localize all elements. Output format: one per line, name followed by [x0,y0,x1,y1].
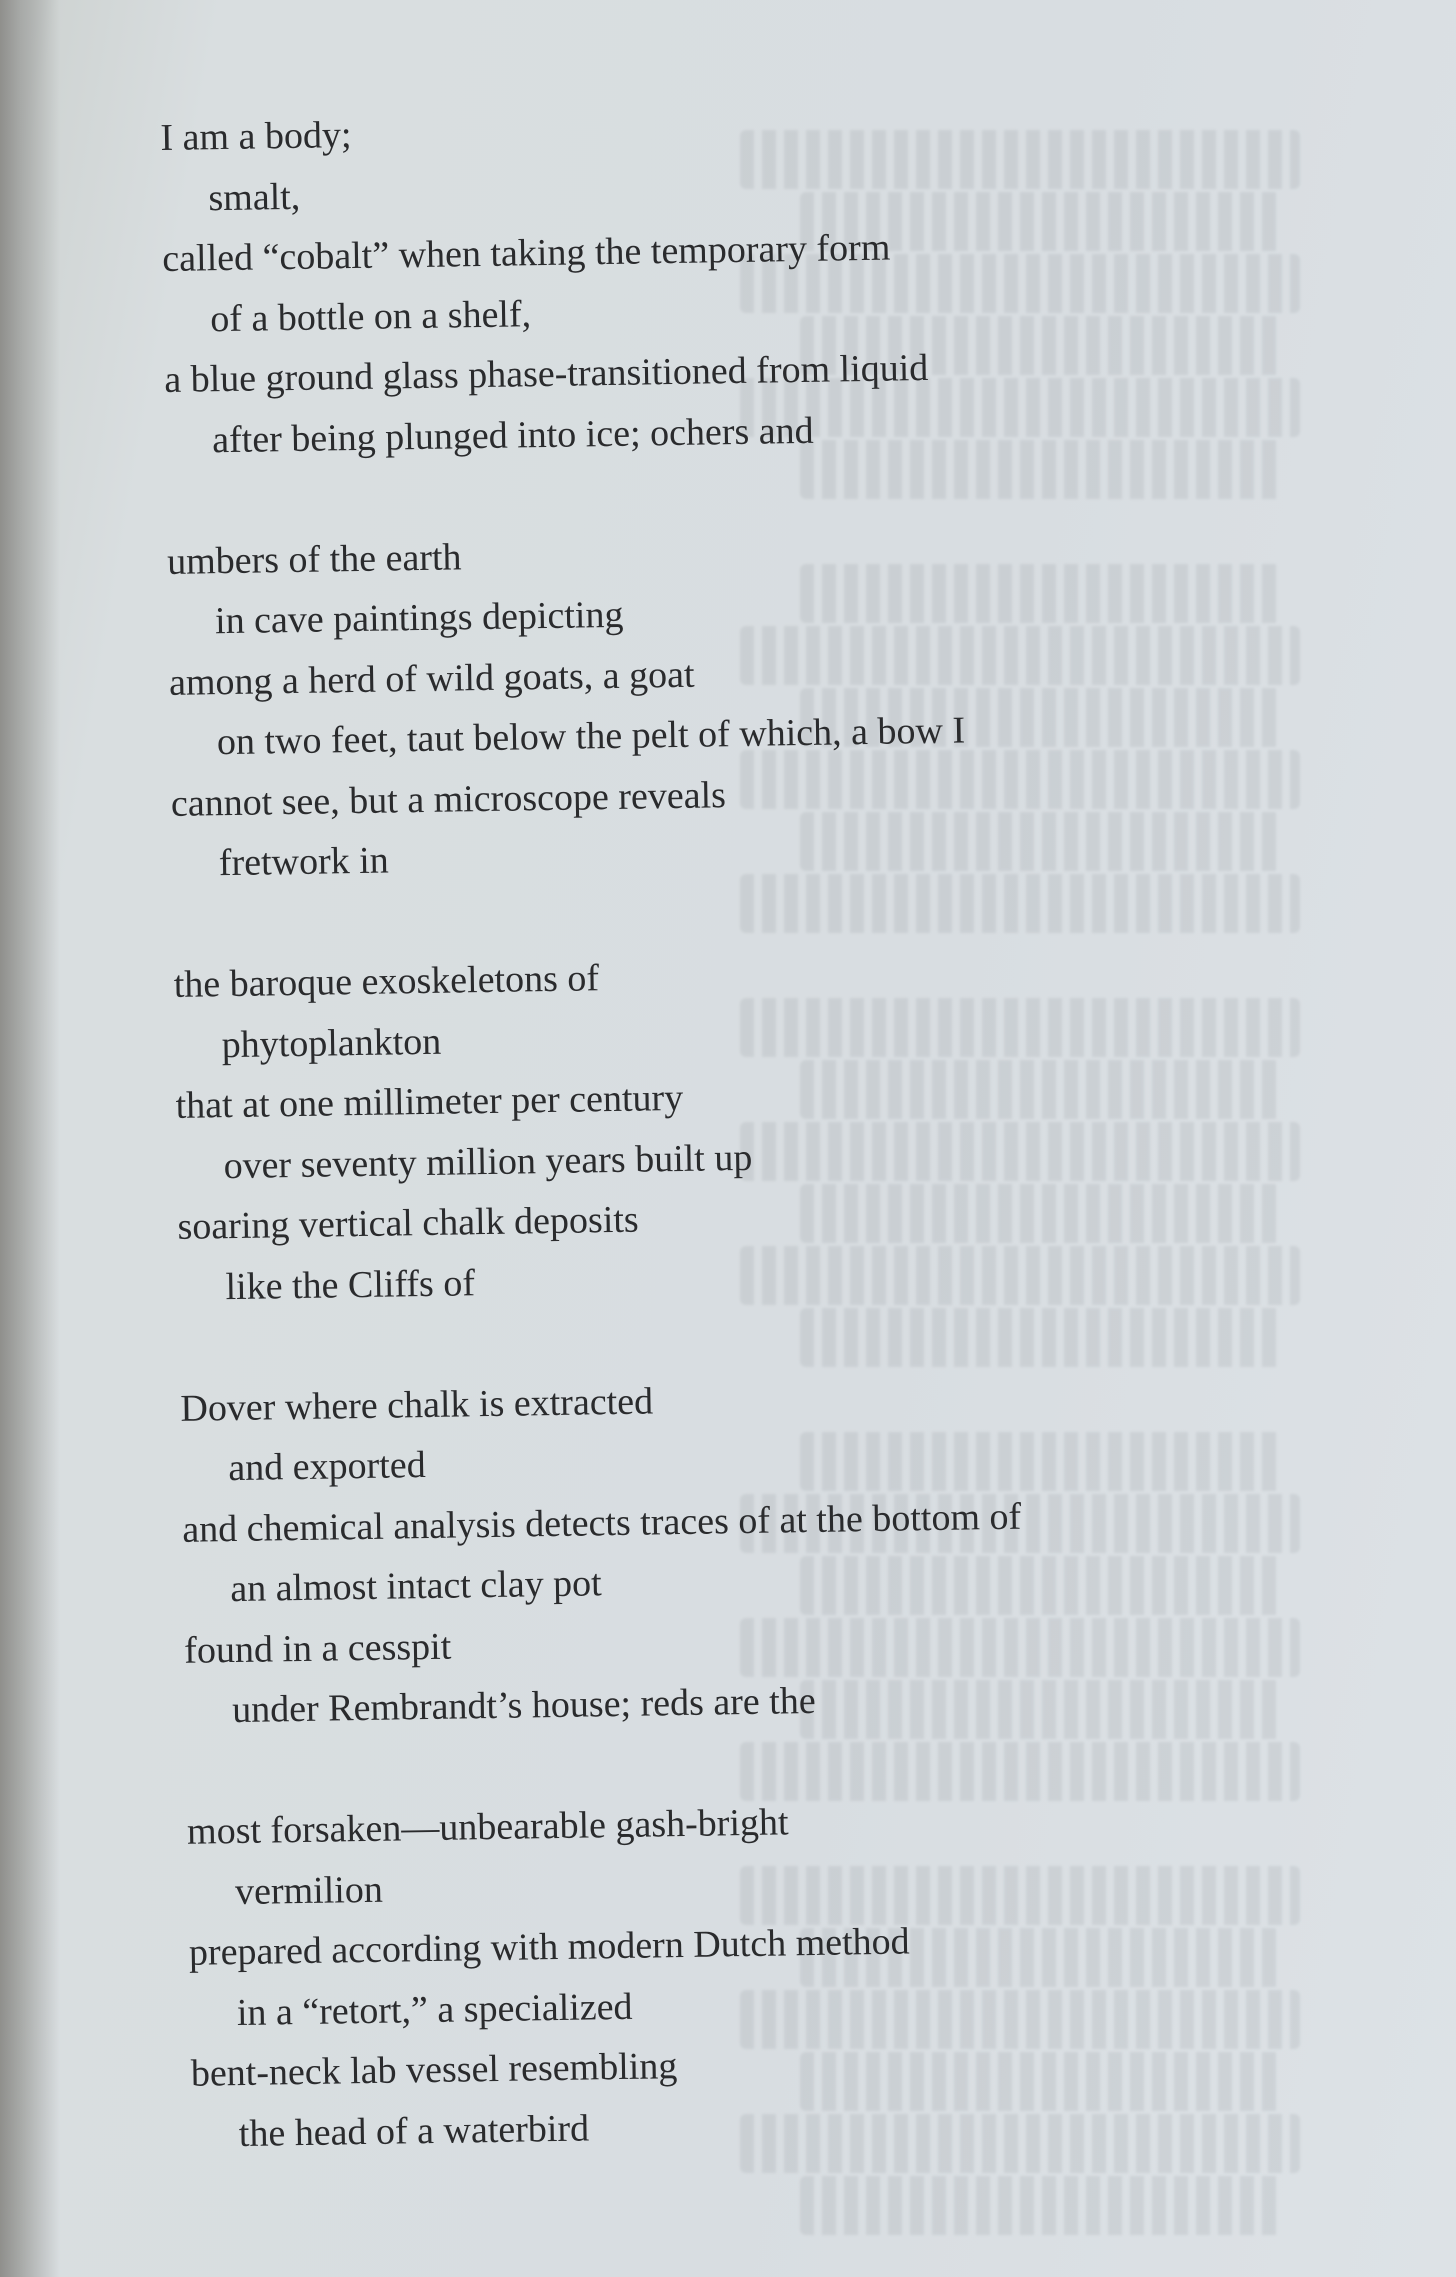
poem-line: the head of a waterbird [238,2107,590,2155]
stanza [167,513,1373,895]
poem-line: among a herd of wild goats, a goat [168,653,695,704]
poem-line: phytoplankton [221,1020,442,1066]
poem-line: cannot see, but a microscope reveals [170,773,727,825]
poem-line: found in a cesspit [183,1625,452,1672]
poem-line: bent-neck lab vessel resembling [190,2045,678,2095]
poem-line: and exported [228,1443,426,1490]
poem-line: a blue ground glass phase-transitioned from liquid [163,346,929,401]
poem-line: I am a body; [160,113,352,159]
poem-line: fretwork in [218,839,390,885]
poem-line: that at one millimeter per century [175,1076,684,1127]
poem-line: smalt, [208,175,301,219]
poem-line: and chemical analysis detects traces of at the bottom of [181,1495,1022,1551]
poem-line: of a bottle on a shelf, [209,292,532,340]
poem-line: the baroque exoskeletons of [173,957,600,1006]
poem-line: called “cobalt” when taking the temporary form [162,226,891,280]
stanza [187,1783,1393,2165]
poem-line: under Rembrandt’s house; reds are the [231,1679,816,1732]
poem-line: soaring vertical chalk deposits [177,1198,639,1248]
stanza [160,89,1366,471]
poem-line: an almost intact clay pot [229,1562,603,1611]
stanza [173,936,1379,1318]
poem-line: most forsaken—unbearable gash-bright [186,1801,789,1853]
poem-line: like the Cliffs of [225,1261,476,1308]
poem-line: vermilion [234,1868,384,1913]
poem-line: prepared according with modern Dutch method [188,1920,910,1974]
poem-line: in cave paintings depicting [214,593,624,643]
stanza [180,1359,1386,1741]
poem-line: after being plunged into ice; ochers and [211,409,814,461]
poem-line: Dover where chalk is extracted [180,1379,654,1430]
poem-line: umbers of the earth [166,535,462,583]
poem-line: over seventy million years built up [223,1136,753,1187]
poem-text [160,89,1392,2165]
poem-line: on two feet, taut below the pelt of which, a bow I [216,709,966,764]
spine-shadow [0,0,60,2277]
poem-line: in a “retort,” a specialized [236,1985,633,2034]
